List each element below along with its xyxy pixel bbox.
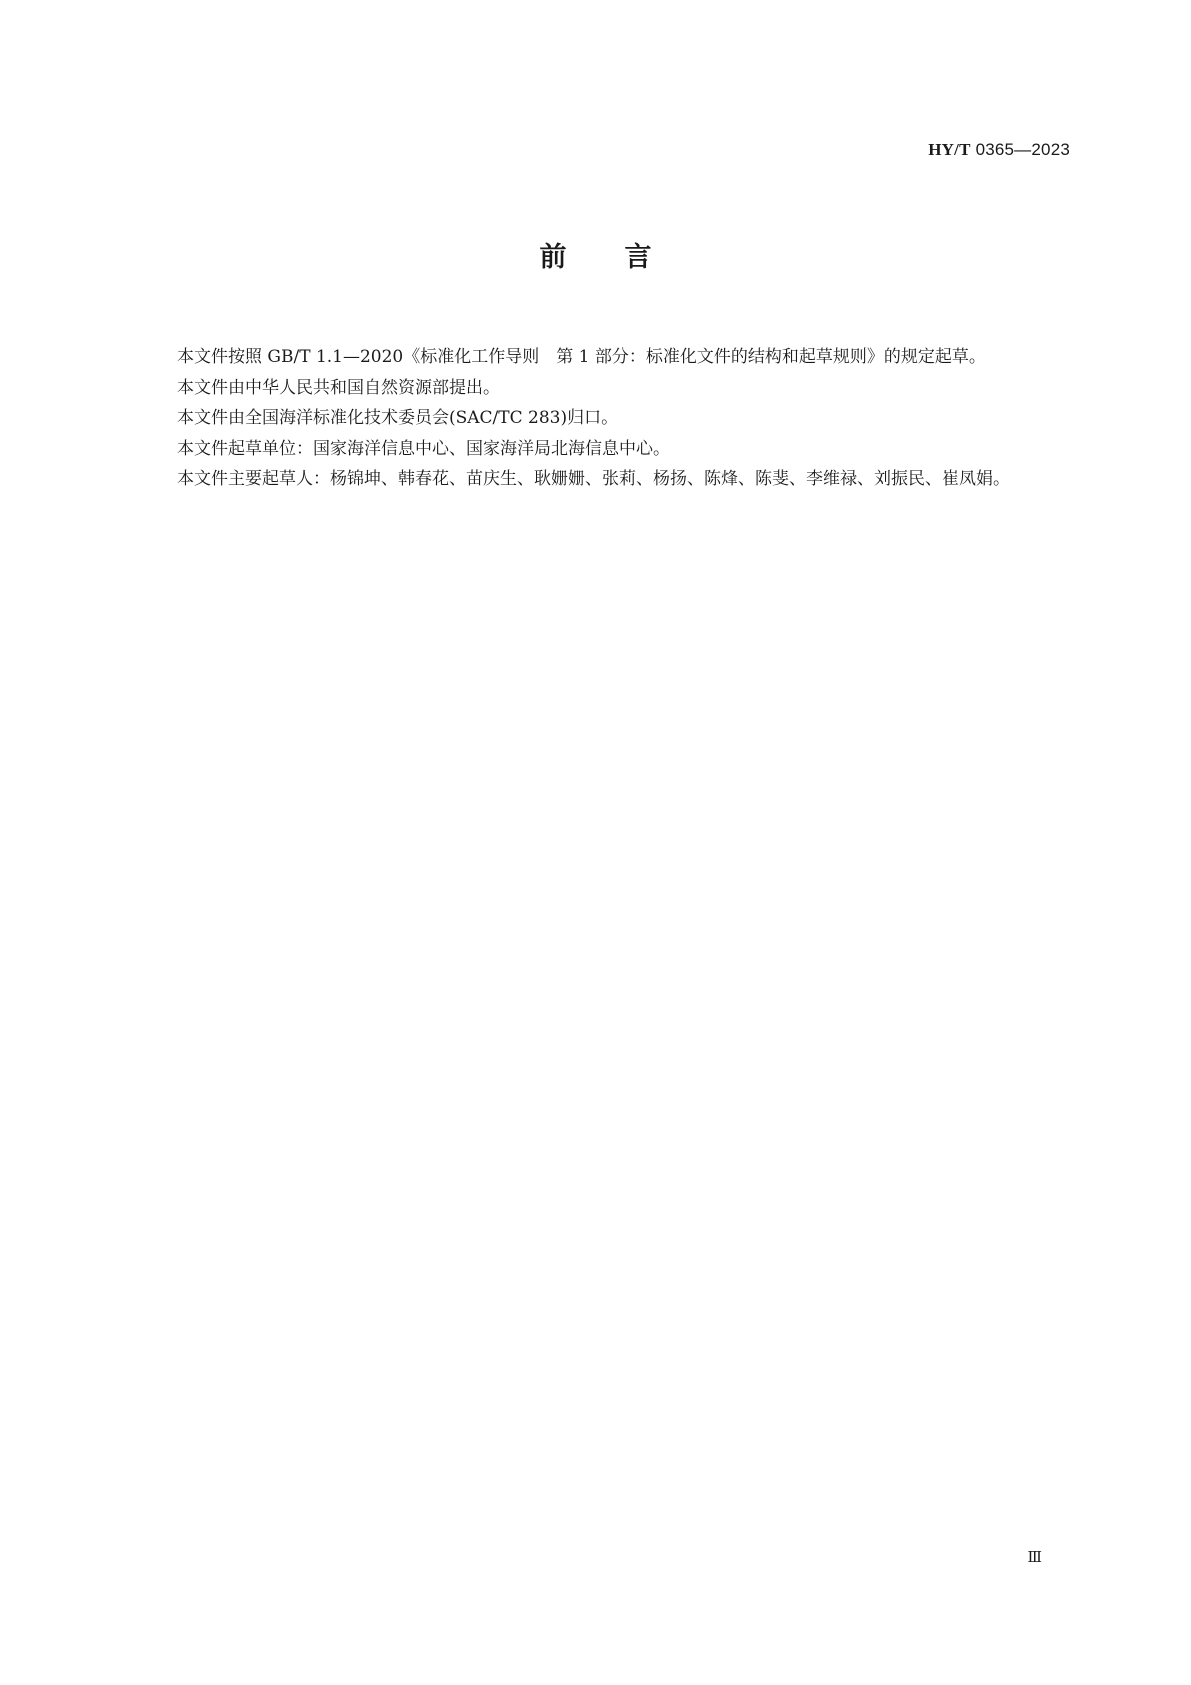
paragraph-drafters: 本文件主要起草人：杨锦坤、韩春花、苗庆生、耿姗姗、张莉、杨扬、陈烽、陈斐、李维禄、刘振民、崔凤娟。 [177, 469, 1010, 489]
standard-code [928, 140, 1070, 160]
page-number: Ⅲ [1027, 1550, 1041, 1566]
foreword-body [143, 342, 1065, 495]
standard-code-number: 0365—2023 [975, 140, 1070, 159]
paragraph-drafting-rules: 本文件按照 GB/T 1.1—2020《标准化工作导则 第 1 部分：标准化文件的结构和起草规则》的规定起草。 [177, 347, 986, 367]
paragraph-centralized-unit: 本文件由全国海洋标准化技术委员会(SAC/TC 283)归口。 [177, 408, 619, 428]
page-title: 前言 [539, 242, 710, 273]
standard-code-prefix: HY/T [928, 140, 971, 159]
paragraph-proposer: 本文件由中华人民共和国自然资源部提出。 [177, 377, 500, 398]
paragraph-drafting-units: 本文件起草单位：国家海洋信息中心、国家海洋局北海信息中心。 [177, 438, 670, 459]
